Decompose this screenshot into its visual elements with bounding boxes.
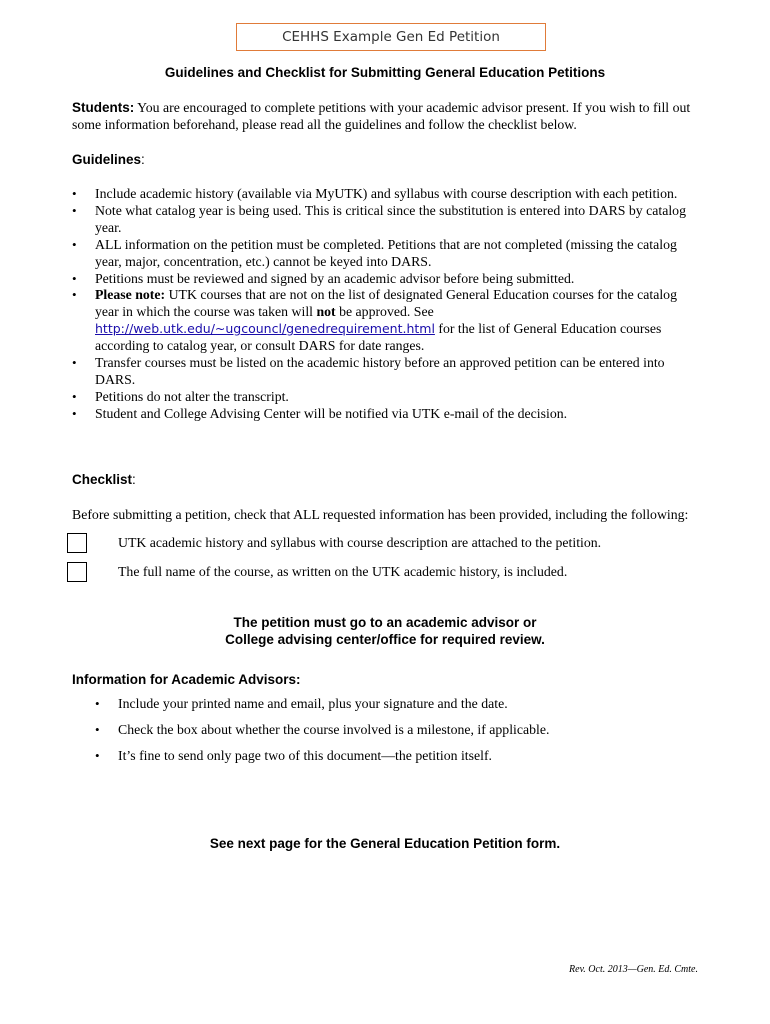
intro-text: You are encouraged to complete petitions with your academic advisor present. If you wish to fill out some information beforehand, please read all the guidelines and follow the checklist below. — [72, 100, 691, 132]
guidelines-heading-text: Guidelines — [72, 152, 142, 167]
guidelines-list — [72, 186, 702, 423]
intro-paragraph — [72, 99, 712, 133]
review-notice-line2: College advising center/office for required review. — [225, 632, 545, 647]
list-item: • Include your printed name and email, plus your signature and the date. — [95, 696, 695, 722]
list-item: • Transfer courses must be listed on the academic history before an approved petition can be entered into DARS. — [72, 355, 702, 389]
checklist-label: UTK academic history and syllabus with course description are attached to the petition. — [118, 535, 602, 550]
list-item-note — [72, 287, 702, 355]
checklist-checkbox-course-name[interactable] — [67, 562, 87, 582]
list-item: • Check the box about whether the course involved is a milestone, if applicable. — [95, 722, 695, 748]
intro-lead: Students: — [72, 100, 135, 115]
checklist-row — [67, 562, 568, 582]
review-notice-line1: The petition must go to an academic advisor or — [233, 615, 537, 630]
page-title: Guidelines and Checklist for Submitting General Education Petitions — [164, 65, 606, 80]
list-item: • Include academic history (available via MyUTK) and syllabus with course description with each petition. — [72, 186, 702, 203]
list-item: • Petitions must be reviewed and signed by an academic advisor before being submitted. — [72, 271, 702, 288]
revision-note: Rev. Oct. 2013—Gen. Ed. Cmte. — [569, 964, 698, 975]
gened-requirement-link[interactable]: http://web.utk.edu/~ugcouncl/genedrequirement.html — [95, 321, 435, 337]
checklist-label: The full name of the course, as written on the UTK academic history, is included. — [118, 564, 568, 579]
checklist-row — [67, 533, 602, 553]
note-text-c: for the list of General Education courses according to catalog year, or consult DARS for date ranges. — [95, 321, 662, 354]
list-item: • Note what catalog year is being used. This is critical since the substitution is entered into DARS by catalog year. — [72, 203, 702, 237]
see-next-page-note: See next page for the General Education Petition form. — [209, 836, 561, 851]
note-text-a: UTK courses that are not on the list of designated General Education courses for the catalog year in which the course was taken will — [95, 287, 677, 320]
guidelines-heading: Guidelines: — [72, 152, 145, 167]
advisors-list — [95, 696, 695, 774]
list-item: • It’s fine to send only page two of this document—the petition itself. — [95, 748, 695, 774]
list-item: • Petitions do not alter the transcript. — [72, 389, 702, 406]
header-label-box — [236, 23, 546, 51]
advisors-heading: Information for Academic Advisors: — [72, 672, 301, 687]
note-lead: Please note: — [95, 287, 166, 303]
checklist-heading: Checklist: — [72, 472, 136, 487]
note-emph: not — [316, 304, 336, 320]
list-item: • Student and College Advising Center will be notified via UTK e-mail of the decision. — [72, 406, 702, 423]
list-item: • ALL information on the petition must be completed. Petitions that are not completed (missing the catalog year, major, concentration, etc.) cannot be keyed into DARS. — [72, 237, 702, 271]
note-text-b: be approved. See — [335, 304, 434, 320]
review-notice — [0, 614, 770, 648]
checklist-intro: Before submitting a petition, check that ALL requested information has been provided, including the following: — [72, 507, 689, 522]
header-label: CEHHS Example Gen Ed Petition — [282, 29, 500, 45]
checklist-checkbox-academic-history[interactable] — [67, 533, 87, 553]
checklist-heading-text: Checklist — [72, 472, 133, 487]
